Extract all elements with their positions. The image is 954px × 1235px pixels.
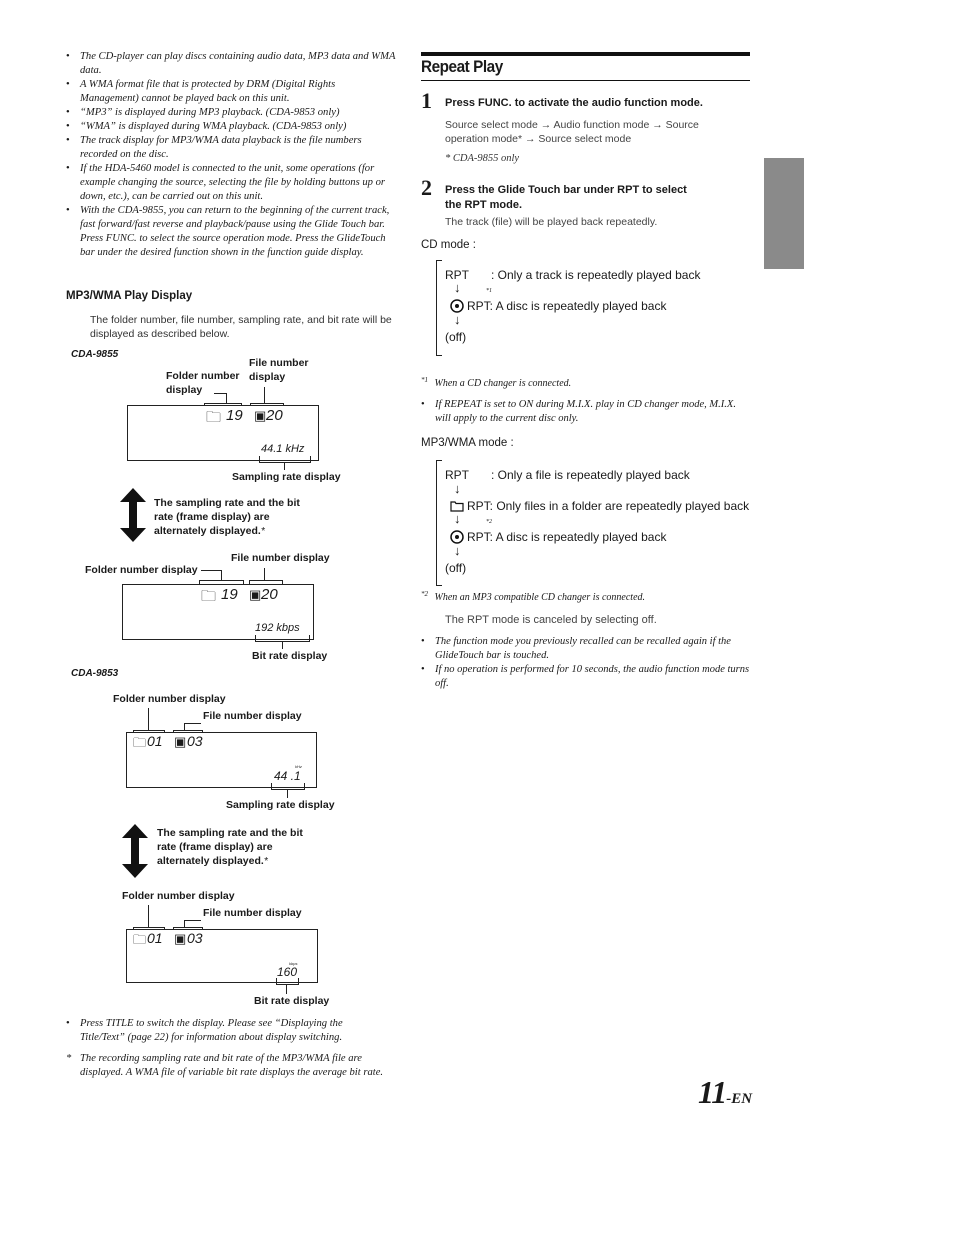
cd-mode-label: CD mode :: [421, 239, 476, 251]
arrow-down-icon: ↓: [454, 312, 461, 327]
arrow-down-icon: ↓: [454, 543, 461, 558]
list-item: • The function mode you previously recalled can be recalled again if the GlideTouch bar is touched.: [421, 635, 751, 663]
folder-number-label: Folder number display: [85, 564, 198, 576]
bit-rate-label: Bit rate display: [252, 650, 328, 662]
left-bullet-list: [66, 50, 396, 260]
bit-rate-unit: kbps: [289, 961, 298, 966]
folder-number-label: Folder number display: [166, 370, 240, 396]
arrow-down-icon: ↓: [454, 481, 461, 496]
bit-rate-label: Bit rate display: [254, 995, 330, 1007]
disc-icon: [450, 530, 464, 544]
list-item: • A WMA format file that is protected by DRM (Digital Rights Management) cannot be played back on this unit.: [66, 78, 396, 106]
list-item: • If REPEAT is set to ON during M.I.X. play in CD changer mode, M.I.X. will apply to the current disc only.: [421, 398, 746, 426]
sampling-rate-value: 44.1 kHz: [261, 443, 305, 455]
file-number: 03: [187, 733, 203, 749]
mp3-mode-label: MP3/WMA mode :: [421, 437, 514, 449]
cd-rpt: RPT: [445, 268, 469, 282]
bit-rate-value: 160: [277, 965, 298, 979]
sampling-rate-label: Sampling rate display: [226, 799, 335, 811]
cancel-note: The RPT mode is canceled by selecting off.: [445, 614, 657, 626]
step1-note: * CDA-9855 only: [445, 153, 520, 164]
file-number-label: File number display: [203, 907, 302, 919]
mp3-rpt-desc: : Only a file is repeatedly played back: [491, 468, 690, 482]
folder-icon: 🗀: [206, 409, 222, 426]
footnote-1: $^{*1}$ When a CD changer is connected.: [421, 376, 572, 390]
footnote-marker: *2: [486, 519, 492, 525]
mp3-intro: The folder number, file number, sampling rate, and bit rate will be displayed as described below.: [90, 314, 392, 340]
file-icon: ▣: [254, 408, 267, 423]
title-rule-top: [421, 52, 750, 56]
page-title: Repeat Play: [421, 57, 503, 76]
file-number: 20: [261, 586, 278, 603]
title-rule-bottom: [421, 80, 750, 81]
list-item: • If the HDA-5460 model is connected to the unit, some operations (for example changing the source, selecting the file by holding buttons up or down, etc.), can be carried out on this unit.: [66, 162, 396, 204]
folder-icon: 🗀: [133, 735, 147, 750]
list-item: • “WMA” is displayed during WMA playback. (CDA-9853 only): [66, 120, 396, 134]
side-tab: [764, 158, 804, 269]
file-icon: ▣: [249, 587, 262, 602]
arrow-down-icon: ↓: [454, 511, 461, 526]
bit-rate-value: 192 kbps: [255, 622, 300, 634]
step2-instruction: Press the Glide Touch bar under RPT to select: [445, 184, 687, 196]
folder-number: 01: [147, 733, 163, 749]
list-item: • “MP3” is displayed during MP3 playback. (CDA-9853 only): [66, 106, 396, 120]
alternate-note: The sampling rate and the bit rate (frame display) are alternately displayed.*: [154, 497, 300, 537]
file-number: 20: [266, 407, 283, 424]
mp3-off: (off): [445, 561, 467, 575]
step2-sub: The track (file) will be played back repeatedly.: [445, 216, 658, 228]
footnote-marker: *1: [486, 288, 492, 294]
left-bottom-list: [66, 1017, 386, 1045]
step-number: 1: [421, 88, 432, 113]
alternate-note: The sampling rate and the bit rate (frame display) are alternately displayed.*: [157, 827, 303, 867]
file-icon: ▣: [174, 931, 187, 946]
sampling-rate-label: Sampling rate display: [232, 471, 341, 483]
list-item: • The CD-player can play discs containing audio data, MP3 data and WMA data.: [66, 50, 396, 78]
mp3-disc-rpt: RPT: A disc is repeatedly played back: [467, 530, 667, 544]
repeat-bullet-list: [421, 635, 751, 691]
folder-number-label: Folder number display: [122, 890, 235, 902]
cd-disc-rpt: RPT: A disc is repeatedly played back: [467, 299, 667, 313]
folder-number-label: Folder number display: [113, 693, 226, 705]
page-number: 11-EN: [698, 1074, 753, 1110]
folder-number: 19: [221, 586, 238, 603]
folder-number: 19: [226, 407, 243, 424]
double-arrow-icon: [122, 824, 148, 878]
mp3-rpt: RPT: [445, 468, 469, 482]
folder-icon: 🗀: [133, 932, 147, 947]
footnote-2: $^{*2}$ When an MP3 compatible CD changer is connected.: [421, 590, 646, 604]
lcd-display: [126, 732, 317, 788]
cd-off: (off): [445, 330, 467, 344]
left-footnote: * The recording sampling rate and bit rate of the MP3/WMA file are displayed. A WMA file of variable bit rate displays the average bit rate.: [66, 1053, 384, 1078]
mix-bullet-list: [421, 398, 746, 426]
folder-icon: 🗀: [201, 588, 217, 605]
step2-instruction: the RPT mode.: [445, 199, 523, 211]
sampling-rate-value: 44 .1: [274, 769, 301, 783]
arrow-down-icon: ↓: [454, 280, 461, 295]
step1-instruction: Press FUNC. to activate the audio function mode.: [445, 97, 703, 109]
lcd-display: [127, 405, 319, 461]
list-item: • Press TITLE to switch the display. Please see “Displaying the Title/Text” (page 22) for information about display switching.: [66, 1017, 386, 1045]
step-number: 2: [421, 175, 432, 200]
step1-sub: Source select mode → Audio function mode → Source: [445, 119, 699, 131]
list-item: • If no operation is performed for 10 seconds, the audio function mode turns off.: [421, 663, 751, 691]
file-icon: ▣: [174, 734, 187, 749]
file-number: 03: [187, 930, 203, 946]
mp3-folder-rpt: RPT: Only files in a folder are repeatedly played back: [467, 499, 750, 513]
model-label-cda9853: CDA-9853: [71, 668, 119, 679]
list-item: • The track display for MP3/WMA data playback is the file numbers recorded on the disc.: [66, 134, 396, 162]
mp3-heading: MP3/WMA Play Display: [66, 290, 193, 302]
file-number-label: File number display: [203, 710, 302, 722]
sampling-unit: kHz: [295, 764, 302, 769]
disc-icon: [450, 299, 464, 313]
step1-sub: operation mode* → Source select mode: [445, 133, 632, 145]
model-label-cda9855: CDA-9855: [71, 349, 119, 360]
list-item: • With the CDA-9855, you can return to the beginning of the current track, fast forward/fast reverse and playback/pause using the Glide Touch bar. Press FUNC. to select the source operation mode. Press the GlideTouch bar under the desired function shown in the function guide display.: [66, 204, 396, 260]
lcd-display: [126, 929, 318, 983]
folder-number: 01: [147, 930, 163, 946]
double-arrow-icon: [120, 488, 146, 542]
lcd-display: [122, 584, 314, 640]
file-number-label: File number display: [249, 357, 309, 383]
file-number-label: File number display: [231, 552, 330, 564]
cd-rpt-desc: : Only a track is repeatedly played back: [491, 268, 701, 282]
